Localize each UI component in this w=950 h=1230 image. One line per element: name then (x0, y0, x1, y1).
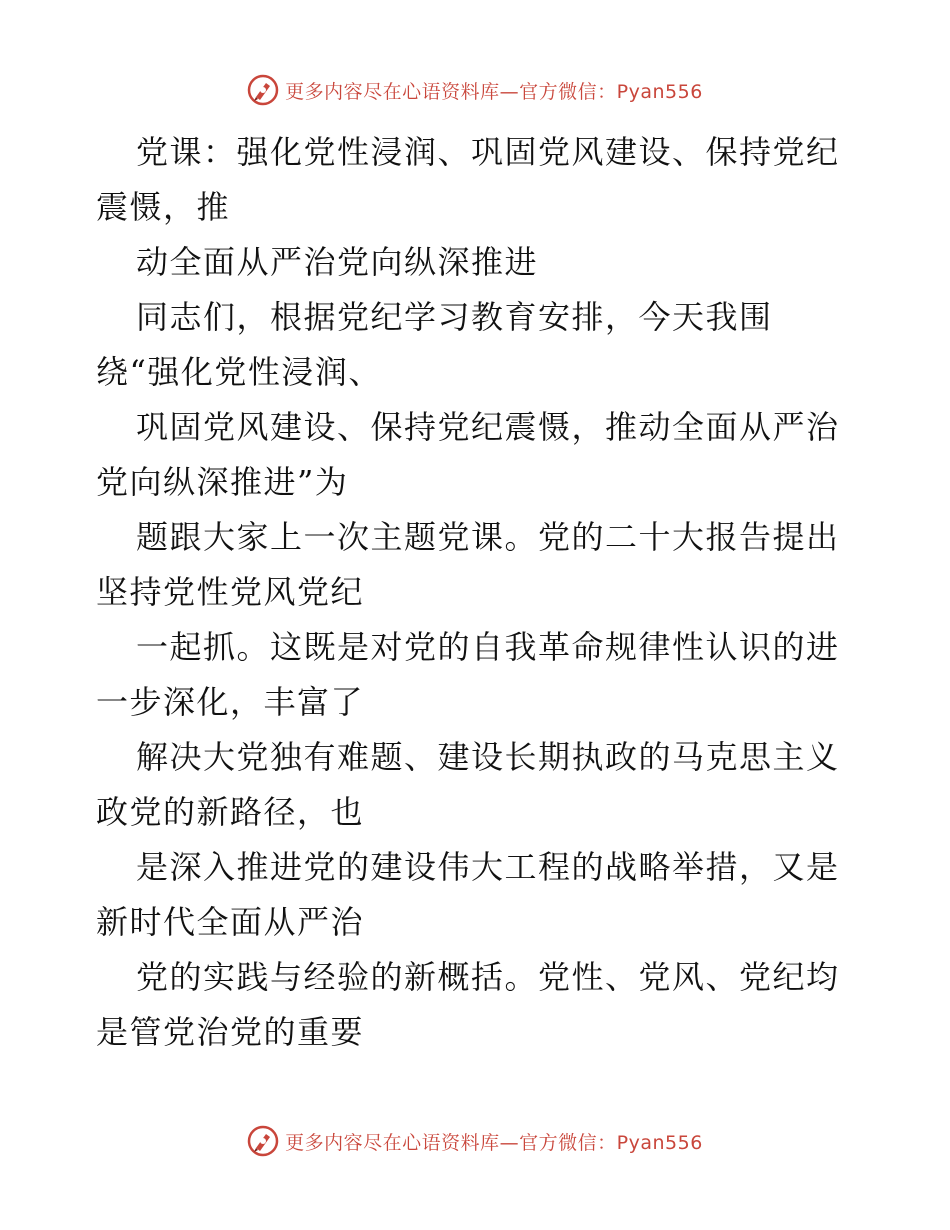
pen-logo-icon (247, 74, 279, 106)
title-line: 动全面从严治党向纵深推进 (136, 243, 539, 281)
header-watermark-banner (0, 73, 950, 107)
paragraph-line: 一步深化，丰富了 (96, 683, 365, 721)
document-body (96, 125, 856, 1060)
paragraph-line: 坚持党性党风党纪 (96, 573, 365, 611)
paragraph-line: 巩固党风建设、保持党纪震慑，推动全面从严治 (136, 408, 840, 446)
paragraph-line: 是深入推进党的建设伟大工程的战略举措，又是 (136, 848, 840, 886)
paragraph-line: 政党的新路径，也 (96, 793, 365, 831)
footer-watermark-text: 更多内容尽在心语资料库—官方微信：Pyan556 (285, 1131, 703, 1154)
pen-logo-icon (247, 1125, 279, 1157)
footer-watermark-banner (0, 1124, 950, 1158)
paragraph-line: 是管党治党的重要 (96, 1013, 365, 1051)
paragraph-line: 新时代全面从严治 (96, 903, 365, 941)
paragraph-line: 党的实践与经验的新概括。党性、党风、党纪均 (136, 958, 840, 996)
paragraph-line: 解决大党独有难题、建设长期执政的马克思主义 (136, 738, 840, 776)
header-watermark-text: 更多内容尽在心语资料库—官方微信：Pyan556 (285, 80, 703, 103)
paragraph-line: 党向纵深推进”为 (96, 463, 349, 501)
title-line: 震慑，推 (96, 188, 231, 226)
paragraph-line: 题跟大家上一次主题党课。党的二十大报告提出 (136, 518, 840, 556)
title-line: 党课：强化党性浸润、巩固党风建设、保持党纪 (136, 133, 840, 171)
paragraph-line: 一起抓。这既是对党的自我革命规律性认识的进 (136, 628, 840, 666)
paragraph-line: 绕“强化党性浸润、 (96, 353, 382, 391)
paragraph-line: 同志们，根据党纪学习教育安排，今天我围 (136, 298, 773, 336)
